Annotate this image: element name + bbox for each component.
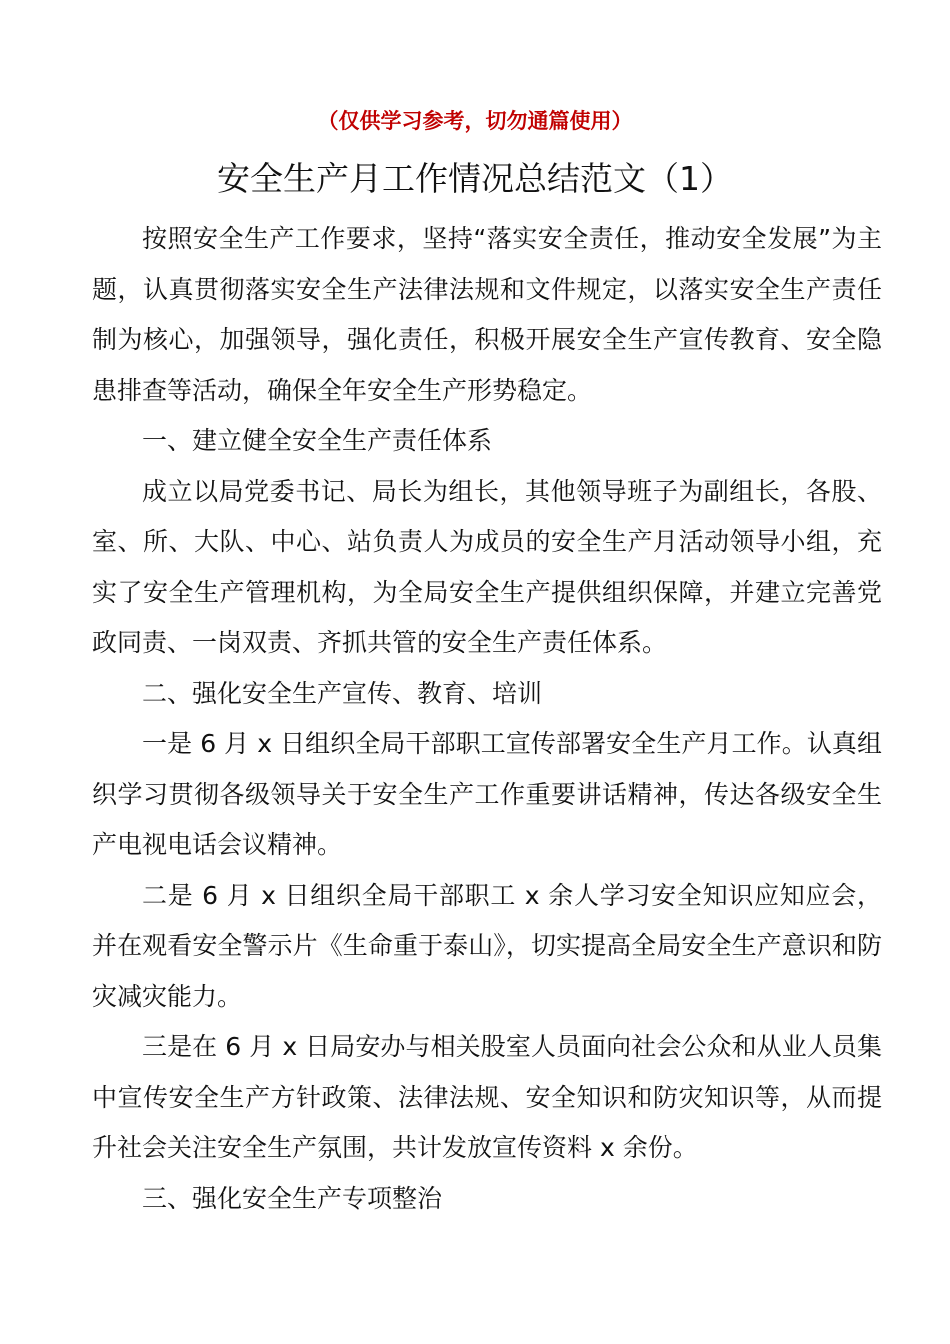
document-body xyxy=(92,214,882,1224)
section-paragraph-2c: 三是在 6 月 x 日局安办与相关股室人员面向社会公众和从业人员集中宣传安全生产方针政策、法律法规、安全知识和防灾知识等，从而提升社会关注安全生产氛围，共计发放宣传资料 x 余份。 xyxy=(92,1032,882,1162)
intro-paragraph: 按照安全生产工作要求，坚持“落实安全责任，推动安全发展”为主题，认真贯彻落实安全生产法律法规和文件规定，以落实安全生产责任制为核心，加强领导，强化责任，积极开展安全生产宣传教育、安全隐患排查等活动，确保全年安全生产形势稳定。 xyxy=(92,224,882,405)
section-paragraph-1: 成立以局党委书记、局长为组长，其他领导班子为副组长，各股、室、所、大队、中心、站负责人为成员的安全生产月活动领导小组，充实了安全生产管理机构，为全局安全生产提供组织保障，并建立完善党政同责、一岗双责、齐抓共管的安全生产责任体系。 xyxy=(92,476,882,657)
section-paragraph-2a: 一是 6 月 x 日组织全局干部职工宣传部署安全生产月工作。认真组织学习贯彻各级领导关于安全生产工作重要讲话精神，传达各级安全生产电视电话会议精神。 xyxy=(92,729,882,859)
section-paragraph-2b: 二是 6 月 x 日组织全局干部职工 x 余人学习安全知识应知应会，并在观看安全警示片《生命重于泰山》，切实提高全局安全生产意识和防灾减灾能力。 xyxy=(92,880,882,1011)
section-heading-2: 二、强化安全生产宣传、教育、培训 xyxy=(142,678,543,708)
section-heading-1: 一、建立健全安全生产责任体系 xyxy=(142,426,493,455)
section-heading-3: 三、强化安全生产专项整治 xyxy=(142,1183,443,1213)
document-title: 安全生产月工作情况总结范文（1） xyxy=(217,159,733,198)
usage-notice: （仅供学习参考，切勿通篇使用） xyxy=(317,109,633,133)
